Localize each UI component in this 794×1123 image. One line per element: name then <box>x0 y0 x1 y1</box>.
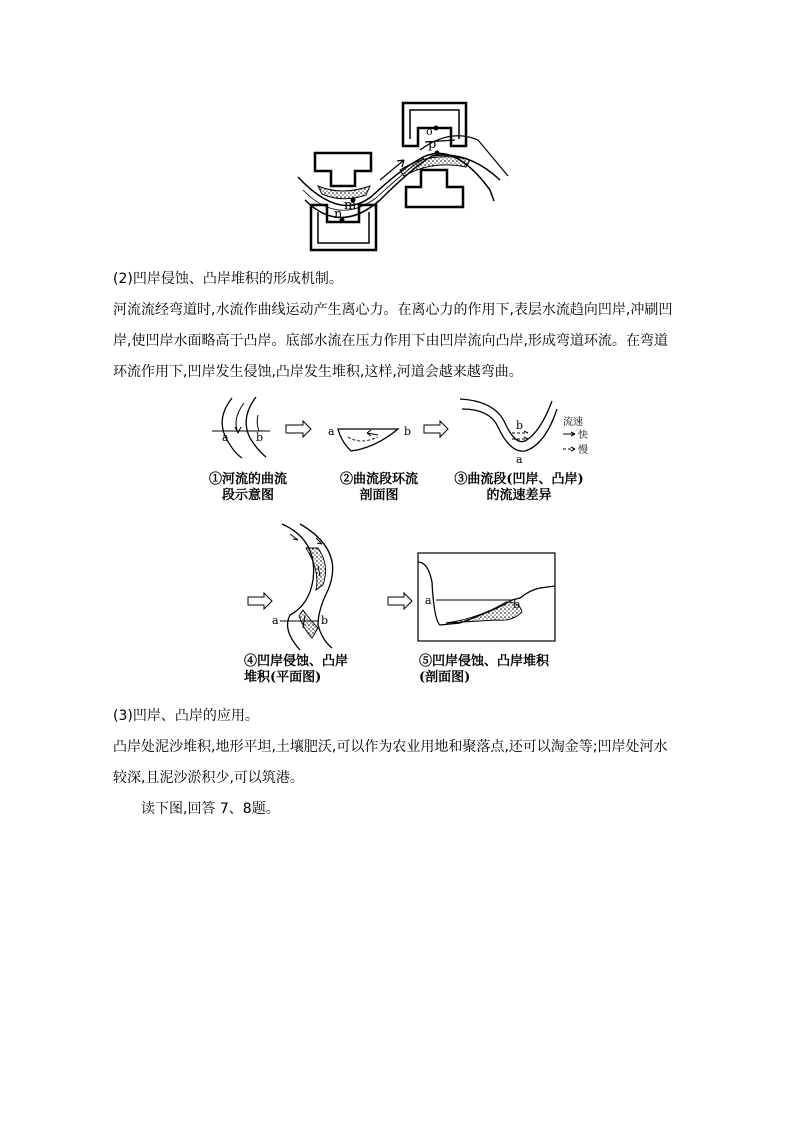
section3-line-2: 较深,且泥沙淤积少,可以筑港。 <box>113 770 304 786</box>
d3-legend-title: 流速 <box>563 417 583 428</box>
d1-caption: ①河流的曲流 段示意图 <box>208 472 287 503</box>
section2-heading: (2)凹岸侵蚀、凸岸堆积的形成机制。 <box>113 271 343 287</box>
meander-buildings-figure <box>0 0 794 260</box>
label-o: o <box>426 125 433 138</box>
section2-line-1: 河流流经弯道时,水流作曲线运动产生离心力。在离心力的作用下,表层水流趋向凹岸,冲刷凹 <box>113 302 673 318</box>
d1-label-b: b <box>256 431 264 444</box>
d1-label-a: a <box>222 431 229 444</box>
d2-caption: ②曲流段环流 剖面图 <box>339 472 418 503</box>
d3-legend-slow: 慢 <box>578 445 588 456</box>
d4-label-a: a <box>272 614 279 627</box>
label-n: n <box>334 207 343 222</box>
section3-line-1: 凸岸处泥沙堆积,地形平坦,土壤肥沃,可以作为农业用地和聚落点,还可以淘金等;凹岸处河水 <box>113 739 668 755</box>
d3-label-a: a <box>516 453 523 466</box>
diagram-1-meander-plan <box>0 393 794 483</box>
d3-legend-fast: 快 <box>578 430 588 441</box>
d2-label-a: a <box>328 425 335 438</box>
d4-label-b: b <box>321 614 329 627</box>
question-prompt: 读下图,回答 7、8题。 <box>141 801 280 817</box>
d3-caption: ③曲流段(凹岸、凸岸) 的流速差异 <box>454 472 584 503</box>
section3-heading: (3)凹岸、凸岸的应用。 <box>113 708 259 724</box>
d5-label-a: a <box>425 594 432 607</box>
label-m: m <box>344 198 357 213</box>
section2-line-2: 岸,使凹岸水面略高于凸岸。底部水流在压力作用下由凹岸流向凸岸,形成弯道环流。在弯道 <box>113 333 668 349</box>
d5-caption: ⑤凹岸侵蚀、凸岸堆积 (剖面图) <box>419 654 550 685</box>
d5-label-b: b <box>513 598 521 611</box>
d2-label-b: b <box>404 425 412 438</box>
diagram-4-5 <box>0 520 794 655</box>
d3-label-b: b <box>516 419 524 432</box>
label-p: p <box>428 137 437 152</box>
section2-line-3: 环流作用下,凹岸发生侵蚀,凸岸发生堆积,这样,河道会越来越弯曲。 <box>113 364 523 380</box>
d4-caption: ④凹岸侵蚀、凸岸 堆积(平面图) <box>244 654 349 685</box>
